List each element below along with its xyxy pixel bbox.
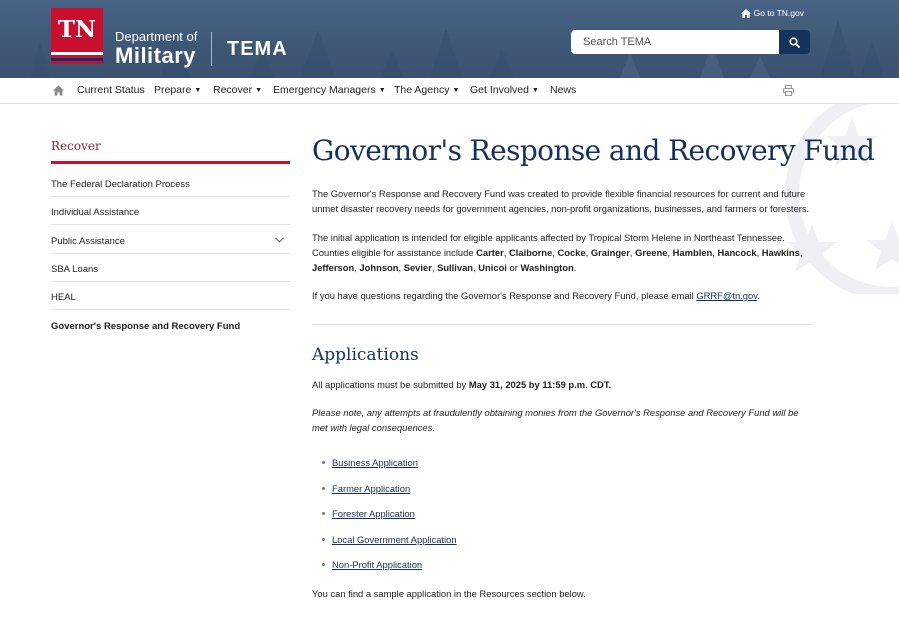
non-profit-application-link[interactable]: Non-Profit Application: [332, 559, 423, 570]
header-divider: [211, 32, 212, 66]
questions-paragraph: If you have questions regarding the Governor's Response and Recovery Fund, please email GRRF@tn.gov.: [312, 290, 760, 301]
department-name[interactable]: [115, 30, 197, 68]
caret-down-icon: ▼: [531, 87, 539, 94]
nav-item-recover[interactable]: Recover ▼: [213, 84, 263, 96]
nav-item-news[interactable]: News: [550, 84, 577, 96]
goto-tn-gov-link[interactable]: [741, 8, 804, 18]
section-divider: [312, 324, 810, 325]
warning-paragraph: Please note, any attempts at fraudulently obtaining monies from the Governor's Response and Recovery Fund will be met with legal consequences.: [312, 407, 799, 433]
agency-name[interactable]: TEMA: [227, 38, 288, 60]
list-item: [322, 534, 457, 545]
nav-item-the-agency[interactable]: The Agency ▼: [394, 84, 460, 96]
farmer-application-link[interactable]: Farmer Application: [332, 483, 411, 494]
dept-line-1: Department of: [115, 29, 198, 44]
caret-down-icon: ▼: [378, 87, 386, 94]
bullet-icon: [322, 538, 325, 541]
chevron-down-icon[interactable]: [275, 237, 284, 243]
sidebar-title-rule: [51, 161, 290, 164]
bullet-icon: [322, 563, 325, 566]
caret-down-icon: ▼: [255, 87, 263, 94]
main-nav: [0, 78, 899, 104]
search-bar: [571, 30, 810, 54]
search-button[interactable]: [779, 30, 810, 54]
caret-down-icon: ▼: [452, 87, 460, 94]
nav-item-emergency-managers[interactable]: Emergency Managers ▼: [273, 84, 386, 96]
nav-item-current-status[interactable]: Current Status: [77, 84, 145, 96]
applications-heading: Applications: [312, 345, 419, 365]
sidebar-item-grrf[interactable]: Governor's Response and Recovery Fund: [51, 321, 241, 332]
nav-item-get-involved[interactable]: Get Involved ▼: [470, 84, 539, 96]
bullet-icon: [322, 512, 325, 515]
home-icon: [741, 9, 751, 18]
site-header: [0, 0, 899, 78]
list-item: [322, 508, 415, 519]
deadline-paragraph: All applications must be submitted by May 31, 2025 by 11:59 p.m. CDT.: [312, 379, 612, 390]
nav-item-prepare[interactable]: Prepare ▼: [154, 84, 202, 96]
list-item: [322, 559, 422, 570]
local-government-application-link[interactable]: Local Government Application: [332, 534, 457, 545]
sidebar-item-individual-assistance[interactable]: Individual Assistance: [51, 197, 290, 225]
forester-application-link[interactable]: Forester Application: [332, 508, 415, 519]
search-icon: [789, 37, 800, 48]
sidebar-item-heal[interactable]: HEAL: [51, 282, 290, 310]
page-title: Governor's Response and Recovery Fund: [312, 134, 875, 167]
sample-note: You can find a sample application in the Resources section below.: [312, 588, 586, 599]
print-icon[interactable]: [783, 85, 794, 96]
bullet-icon: [322, 461, 325, 464]
bullet-icon: [322, 487, 325, 490]
sidebar-item-federal-declaration[interactable]: The Federal Declaration Process: [51, 169, 290, 197]
intro-paragraph: The Governor's Response and Recovery Fund was created to provide flexible financial resources for current and future unmet disaster recovery needs for government agencies, non-profit organizations, businesses, and farmers or foresters.: [312, 188, 810, 214]
goto-link-label: Go to TN.gov: [753, 8, 804, 18]
email-link[interactable]: GRRF@tn.gov: [696, 290, 758, 301]
caret-down-icon: ▼: [194, 87, 202, 94]
tn-logo[interactable]: [51, 8, 103, 64]
sidebar-title[interactable]: Recover: [51, 139, 101, 153]
search-input[interactable]: [571, 30, 779, 54]
sidebar-item-sba-loans[interactable]: SBA Loans: [51, 254, 290, 282]
list-item: [322, 457, 418, 468]
sidebar-item-public-assistance[interactable]: Public Assistance: [51, 226, 290, 254]
logo-text: TN: [57, 16, 97, 43]
home-icon[interactable]: [53, 85, 64, 96]
list-item: [322, 483, 410, 494]
business-application-link[interactable]: Business Application: [332, 457, 418, 468]
dept-line-2: Military: [115, 43, 197, 68]
eligibility-paragraph: The initial application is intended for eligible applicants affected by Tropical Storm Helene in Northeast Tennessee. Counties eligible for assistance include Carter, Claiborne, Cocke, Grainger, Greene, Hamblen, Hancock, Hawkins, Jefferson, Johnson, Sevier, Sullivan, Unicoi or Washington.: [312, 232, 803, 273]
